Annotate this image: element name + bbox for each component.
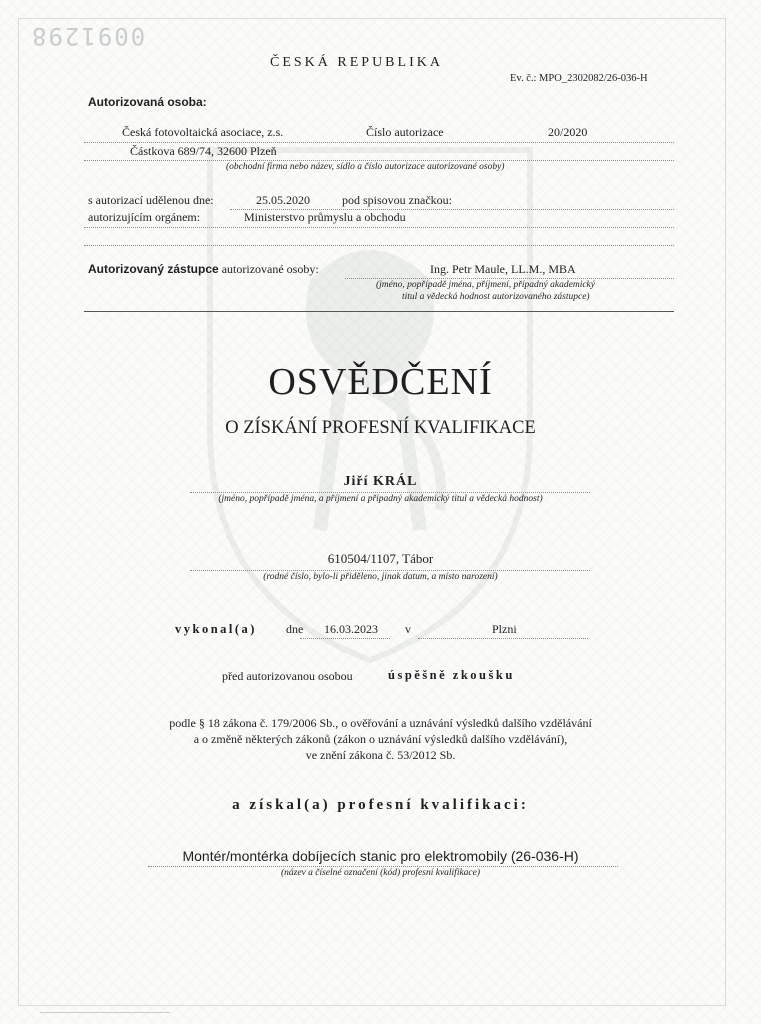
dotted-line — [84, 142, 674, 143]
representative-label-rest: autorizované osoby: — [221, 262, 319, 276]
exam-date: 16.03.2023 — [324, 622, 378, 636]
authority-name: Ministerstvo průmyslu a obchodu — [244, 210, 406, 224]
qualification-name: Montér/montérka dobíjecích stanic pro elektromobily (26-036-H) — [182, 848, 579, 864]
before-text: před autorizovanou osobou — [222, 669, 353, 683]
dotted-line — [148, 866, 618, 867]
authorized-person-address: Částkova 689/74, 32600 Plzeň — [130, 144, 277, 158]
representative-label-bold: Autorizovaný zástupce — [88, 262, 219, 276]
serial-number: 0091298 — [30, 22, 146, 50]
dotted-line — [345, 278, 674, 279]
exam-date-label: dne — [286, 622, 304, 636]
authorized-person-note: (obchodní firma nebo název, sídlo a číslo autorizace autorizované osoby) — [226, 162, 505, 172]
evidence-number: Ev. č.: MPO_2302082/26-036-H — [510, 73, 648, 84]
dotted-line — [190, 492, 590, 493]
representative-note-line1: (jméno, popřípadě jména, příjmení, případný akademický — [376, 280, 595, 290]
exam-place-label: v — [405, 622, 411, 636]
dotted-line — [300, 638, 390, 639]
file-number-label: pod spisovou značkou: — [342, 193, 452, 207]
section-divider — [84, 311, 674, 312]
exam-result: úspěšně zkoušku — [388, 668, 515, 682]
authorized-person-name: Česká fotovoltaická asociace, z.s. — [122, 125, 284, 139]
authorization-number-label: Číslo autorizace — [366, 125, 444, 139]
performed-label: vykonal(a) — [175, 622, 257, 636]
law-line1: podle § 18 zákona č. 179/2006 Sb., o ověřování a uznávání výsledků dalšího vzdělávání — [169, 716, 592, 730]
law-line2: a o změně některých zákonů (zákon o uznávání výsledků dalšího vzdělávání), — [193, 732, 568, 746]
authority-label: autorizujícím orgánem: — [88, 210, 201, 224]
authorization-number: 20/2020 — [548, 125, 588, 139]
representative-label — [88, 262, 319, 277]
representative-note-line2: titul a vědecká hodnost autorizovaného zástupce) — [402, 292, 590, 302]
law-line3: ve znění zákona č. 53/2012 Sb. — [305, 748, 456, 762]
granted-label: s autorizací udělenou dne: — [88, 193, 214, 207]
dotted-line — [190, 570, 590, 571]
certificate-title: OSVĚDČENÍ — [268, 361, 493, 403]
holder-name-note: (jméno, popřípadě jména, a příjmení a případný akademický titul a vědecká hodnost) — [218, 494, 543, 504]
dotted-line — [84, 160, 674, 161]
holder-name: Jiří KRÁL — [343, 474, 418, 489]
dotted-line — [84, 227, 674, 228]
exam-place: Plzni — [492, 622, 517, 636]
holder-birth-note: (rodné číslo, bylo-li přiděleno, jinak datum, a místo narození) — [263, 572, 498, 582]
country-heading: ČESKÁ REPUBLIKA — [270, 55, 443, 70]
granted-date: 25.05.2020 — [256, 193, 310, 207]
representative-name: Ing. Petr Maule, LL.M., MBA — [430, 262, 576, 276]
bottom-edge-mark — [40, 1012, 170, 1023]
authorized-person-label: Autorizovaná osoba: — [88, 95, 207, 109]
qualification-note: (název a číselné označení (kód) profesní kvalifikace) — [280, 868, 481, 878]
qualification-heading: a získal(a) profesní kvalifikaci: — [232, 797, 529, 813]
holder-birth: 610504/1107, Tábor — [327, 551, 434, 566]
dotted-line — [418, 638, 588, 639]
dotted-line — [84, 245, 674, 246]
certificate-subtitle: O ZÍSKÁNÍ PROFESNÍ KVALIFIKACE — [225, 418, 536, 438]
